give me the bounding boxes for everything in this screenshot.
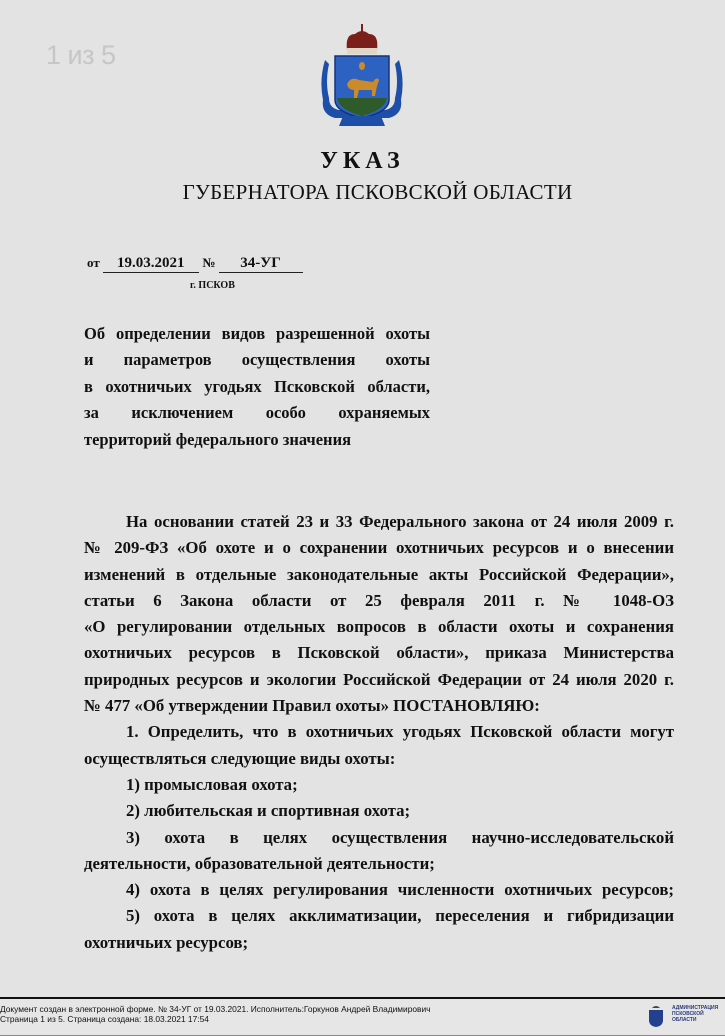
document-body [84,509,674,956]
body-line: «О регулировании отдельных вопросов в области охоты и сохранения [84,617,674,637]
footer-text [0,1004,431,1024]
document-meta [87,254,303,273]
body-line: На основании статей 23 и 33 Федерального закона от 24 июля 2009 г. [126,512,674,531]
date-label: от [87,255,100,270]
body-line: осуществляться следующие виды охоты: [84,748,396,768]
number-label: № [202,255,216,270]
body-line: 3) охота в целях осуществления научно-исследовательской [126,827,674,847]
body-line: изменений в отдельные законодательные акты Российской Федерации», [84,564,674,584]
subject-line: и параметров осуществления охоты [84,350,430,370]
document-date: 19.03.2021 [103,254,199,273]
body-line: 1. Определить, что в охотничьих угодьях Псковской области могут [126,722,674,742]
document-number: 34-УГ [219,254,303,273]
document-title: УКАЗ [320,148,405,174]
pskov-coat-of-arms-icon [315,20,409,134]
body-line: 1) промысловая охота; [126,774,298,794]
pskov-administration-logo-icon [646,1004,666,1028]
document-subject [84,321,430,453]
body-line: № 477 «Об утверждении Правил охоты» ПОСТАНОВЛЯЮ: [84,696,540,716]
subject-line: в охотничьих угодьях Псковской области, [84,376,430,396]
body-line: 5) охота в целях акклиматизации, переселения и гибридизации [126,906,674,926]
body-line: 4) охота в целях регулирования численности охотничьих ресурсов; [126,880,674,900]
document-footer [0,997,725,1036]
body-line: деятельности, образовательной деятельности; [84,853,435,873]
body-line: охотничьих ресурсов в Псковской области», приказа Министерства [84,643,674,663]
body-line: охотничьих ресурсов; [84,932,249,952]
subject-line: территорий федерального значения [84,429,351,449]
document-subtitle: ГУБЕРНАТОРА ПСКОВСКОЙ ОБЛАСТИ [182,180,573,204]
footer-org-name: АДМИНИСТРАЦИЯ ПСКОВСКОЙ ОБЛАСТИ [672,1005,719,1023]
body-line: № 209-ФЗ «Об охоте и о сохранении охотничьих ресурсов и о внесении [84,538,674,558]
subject-line: Об определении видов разрешенной охоты [84,324,430,343]
footer-line-2: Страница 1 из 5. Страница создана: 18.03.2021 17:54 [0,1014,209,1024]
body-line: 2) любительская и спортивная охота; [126,801,411,821]
body-line: природных ресурсов и экологии Российской Федерации от 24 июля 2020 г. [84,669,674,689]
subject-line: за исключением особо охраняемых [84,403,430,423]
body-line: статьи 6 Закона области от 25 февраля 2011 г. № 1048-ОЗ [84,590,674,610]
document-city: г. ПСКОВ [190,280,235,291]
page-counter: 1 из 5 [46,40,116,70]
footer-line-1: Документ создан в электронной форме. № 34-УГ от 19.03.2021. Исполнитель:Горкунов Андрей Владимирович [0,1004,431,1014]
